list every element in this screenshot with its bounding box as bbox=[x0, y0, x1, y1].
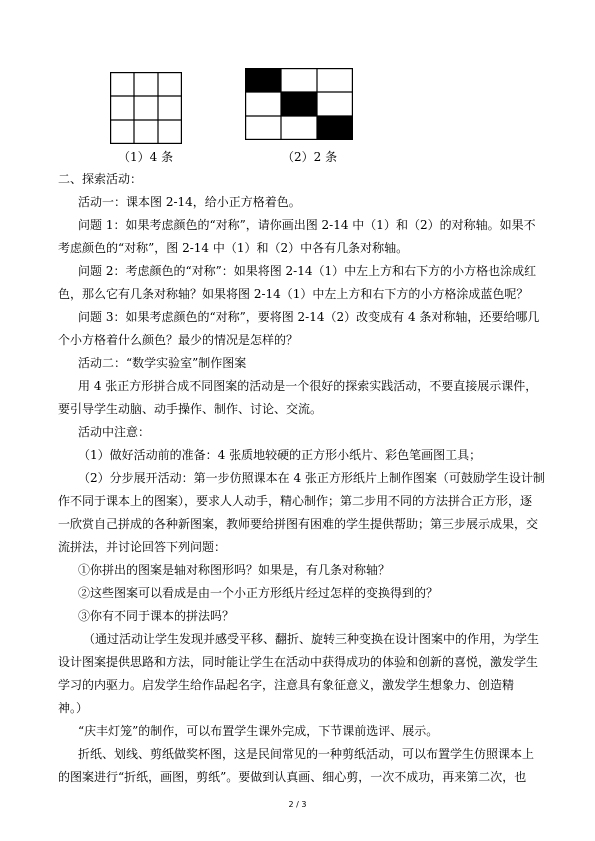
list-item: （1）做好活动前的准备：4 张质地较硬的正方形小纸片、彩色笔画图工具； bbox=[78, 448, 482, 462]
paragraph-line: 设计图案提供思路和方法，同时能让学生在活动中获得成功的体验和创新的喜悦，激发学生 bbox=[58, 655, 539, 669]
paragraph-line: 个小方格着什么颜色？最少的情况是怎样的？ bbox=[58, 333, 299, 347]
figure-1-caption: （1）4 条 bbox=[118, 150, 174, 164]
question-item: ②这些图案可以看成是由一个小正方形纸片经过怎样的变换得到的？ bbox=[78, 586, 439, 600]
paragraph-line: 学习的内驱力。启发学生给作品起名字，注意具有象征意义，激发学生想象力、创造精 bbox=[58, 678, 515, 692]
paragraph-line: 问题 2：考虑颜色的“对称”：如果将图 2-14（1）中左上方和右下方的小方格也涂成红 bbox=[78, 264, 537, 278]
paragraph-line: （通过活动让学生发现并感受平移、翻折、旋转三种变换在设计图案中的作用，为学生 bbox=[83, 632, 540, 646]
paragraph-line: 折纸、划线、剪纸做奖杯图，这是民间常见的一种剪纸活动，可以布置学生仿照课本上 bbox=[78, 747, 535, 761]
paragraph-line: 问题 3：如果考虑颜色的“对称”，要将图 2-14（2）改变成有 4 条对称轴，还要给哪几 bbox=[78, 310, 540, 324]
list-item: （2）分步展开活动：第一步仿照课本在 4 张正方形纸片上制作图案（可鼓励学生设计制 bbox=[78, 471, 545, 485]
paragraph-line: 的图案进行“折纸，画图，剪纸”。要做到认真画、细心剪，一次不成功，再来第二次，也 bbox=[58, 770, 527, 784]
paragraph-line: “庆丰灯笼”的制作，可以布置学生课外完成，下节课前选评、展示。 bbox=[78, 724, 439, 738]
paragraph-line: 要引导学生动脑、动手操作、制作、讨论、交流。 bbox=[58, 402, 323, 416]
section-heading: 二、探索活动： bbox=[58, 172, 143, 186]
page-number: 2 / 3 bbox=[288, 800, 307, 809]
paragraph-line: 问题 1：如果考虑颜色的“对称”，请你画出图 2-14 中（1）和（2）的对称轴。如果不 bbox=[78, 218, 536, 232]
paragraph-line: 作不同于课本上的图案），要求人人动手，精心制作；第二步用不同的方法拼合正方形，逐 bbox=[58, 494, 533, 508]
paragraph-line: 流拼法，并讨论回答下列问题： bbox=[58, 540, 227, 554]
paragraph-line: 考虑颜色的“对称”，图 2-14 中（1）和（2）中各有几条对称轴。 bbox=[58, 241, 409, 255]
figure-2-grid bbox=[245, 68, 353, 140]
question-item: ①你拼出的图案是轴对称图形吗？如果是，有几条对称轴？ bbox=[78, 563, 391, 577]
paragraph-line: 活动一：课本图 2-14，给小正方格着色。 bbox=[78, 195, 301, 209]
paragraph-line: 活动中注意： bbox=[78, 425, 151, 439]
paragraph-line: 色，那么它有几条对称轴？如果将图 2-14（1）中左上方和右下方的小方格涂成蓝色呢？ bbox=[58, 287, 529, 301]
figure-1-grid bbox=[110, 72, 182, 144]
question-item: ③你有不同于课本的拼法吗？ bbox=[78, 609, 235, 623]
paragraph-line: 神。） bbox=[58, 701, 89, 715]
paragraph-line: 用 4 张正方形拼合成不同图案的活动是一个很好的探索实践活动，不要直接展示课件， bbox=[78, 379, 538, 393]
figure-2-caption: （2）2 条 bbox=[282, 150, 338, 164]
paragraph-line: 一欣赏自己拼成的各种新图案，教师要给拼图有困难的学生提供帮助；第三步展示成果，交 bbox=[58, 517, 539, 531]
paragraph-line: 活动二：“数学实验室”制作图案 bbox=[78, 356, 247, 370]
